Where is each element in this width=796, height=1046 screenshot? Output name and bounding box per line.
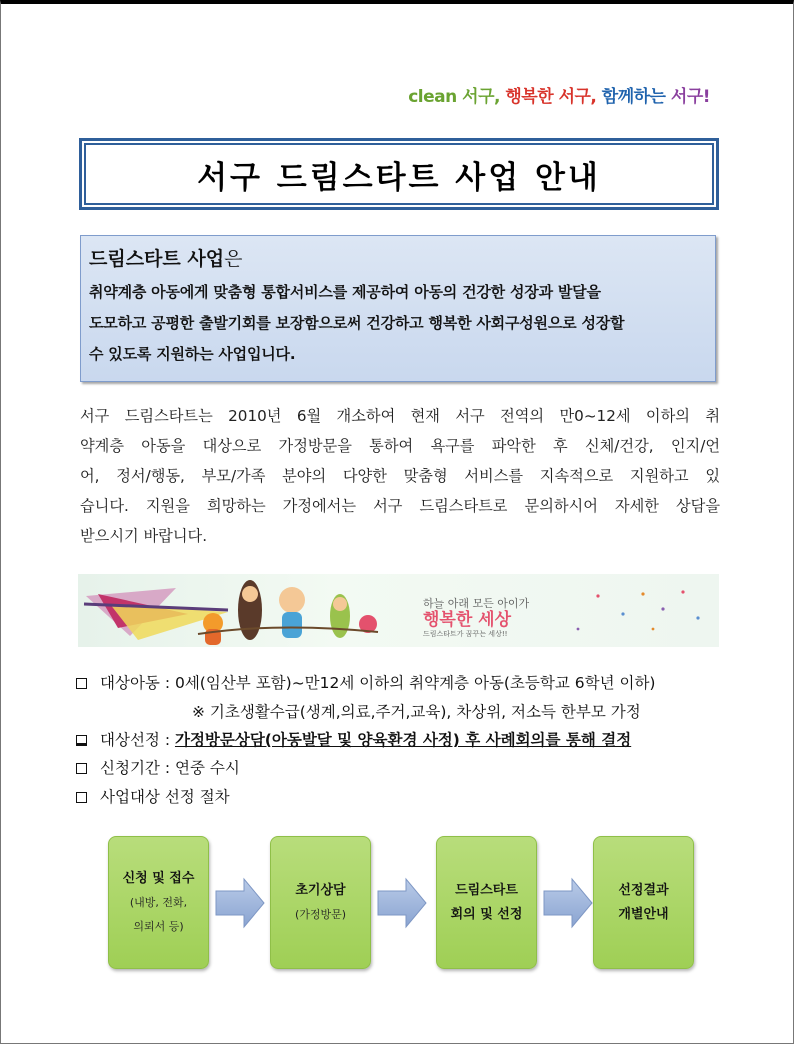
- step-title: 선정결과: [618, 882, 669, 898]
- list-item-period: [76, 756, 240, 778]
- checkbox-square-icon: [76, 763, 87, 774]
- step-title: 초기상담: [295, 882, 346, 898]
- child-figure-3-body: [282, 612, 302, 638]
- banner: [78, 574, 719, 647]
- title-box: [79, 138, 719, 210]
- step-sub: (가정방문): [294, 907, 347, 921]
- banner-line-1: 하늘 아래 모든 아이가: [423, 597, 530, 610]
- star-icon: [661, 607, 664, 610]
- slogan: [408, 82, 710, 107]
- banner-illustration: [78, 574, 719, 647]
- banner-line-3: 드림스타트가 꿈꾸는 세상!!: [423, 630, 508, 638]
- body-paragraph: [80, 401, 720, 551]
- step-title-2: 회의 및 선정: [450, 906, 523, 922]
- step-box-1: [108, 836, 209, 969]
- selection-label: 대상선정 :: [100, 731, 175, 749]
- step-box-4: [593, 836, 694, 969]
- checkbox-square-icon: [76, 792, 87, 803]
- slogan-part-3: 함께하는: [596, 87, 666, 107]
- target-label: 대상아동 :: [100, 674, 175, 692]
- arrow-right-icon: [542, 877, 594, 929]
- step-box-3: [436, 836, 537, 969]
- step-title: 신청 및 접수: [122, 870, 195, 886]
- step-title: 드림스타트: [455, 882, 518, 898]
- procedure-flow: [108, 836, 698, 972]
- selection-value: 가정방문상담(아동발달 및 양육환경 사정) 후 사례회의를 통해 결정: [174, 731, 632, 749]
- star-icon: [696, 616, 699, 619]
- body-line: 받으시기 바랍니다.: [80, 527, 208, 545]
- body-line: 어, 정서/행동, 부모/가족 분야의 다양한 맞춤형 서비스를 지속적으로 지원하고 있: [80, 467, 720, 485]
- arrow-right-icon: [376, 877, 428, 929]
- period-label: 신청기간 :: [100, 759, 175, 777]
- slogan-part-2: 행복한 서구,: [499, 87, 597, 107]
- step-sub: 의뢰서 등): [133, 919, 184, 933]
- checkbox-square-icon: [76, 735, 87, 746]
- period-value: 연중 수시: [174, 759, 240, 777]
- banner-text: [423, 595, 529, 639]
- slogan-part-4: 서구!: [665, 87, 710, 107]
- step-title-2: 개별안내: [618, 906, 669, 922]
- child-figure-4-face: [333, 597, 347, 611]
- arrow-right-icon: [214, 877, 266, 929]
- star-icon: [621, 612, 624, 615]
- star-icon: [577, 628, 580, 631]
- star-icon: [652, 628, 655, 631]
- page-title: 서구 드림스타트 사업 안내: [197, 159, 601, 196]
- list-item-procedure: [76, 785, 230, 807]
- body-line: 서구 드림스타트는 2010년 6월 개소하여 현재 서구 전역의 만0~12세 이하의 취: [80, 407, 720, 425]
- step-sub: (내방, 전화,: [129, 895, 188, 909]
- target-value: 0세(임산부 포함)~만12세 이하의 취약계층 아동(초등학교 6학년 이하): [174, 674, 656, 692]
- list-item-target-note: [192, 700, 641, 722]
- child-figure-2-face: [242, 586, 258, 602]
- intro-line: 취약계층 아동에게 맞춤형 통합서비스를 제공하여 아동의 건강한 성장과 발달을: [89, 283, 601, 301]
- star-icon: [641, 592, 644, 595]
- checkbox-square-icon: [76, 678, 87, 689]
- intro-line: 도모하고 공평한 출발기회를 보장함으로써 건강하고 행복한 사회구성원으로 성장할: [89, 314, 625, 332]
- child-figure-3: [279, 587, 305, 613]
- banner-line-2: 행복한 세상: [423, 610, 512, 630]
- moon-icon: [549, 604, 566, 627]
- body-line: 약계층 아동을 대상으로 가정방문을 통하여 욕구를 파악한 후 신체/건강, 인지/언: [80, 437, 720, 455]
- list-item-target: [76, 671, 655, 693]
- intro-line: 수 있도록 지원하는 사업입니다.: [89, 345, 296, 363]
- step-box-2: [270, 836, 371, 969]
- intro-heading: [89, 244, 707, 271]
- star-icon: [681, 590, 684, 593]
- procedure-label: 사업대상 선정 절차: [100, 788, 230, 806]
- intro-heading-bold: 드림스타트 사업: [89, 248, 225, 270]
- list-item-selection: [76, 728, 631, 750]
- intro-heading-suffix: 은: [224, 248, 243, 270]
- intro-box: [80, 235, 716, 382]
- slogan-part-1: clean 서구,: [408, 87, 500, 107]
- star-icon: [596, 594, 599, 597]
- target-note: ※ 기초생활수급(생계,의료,주거,교육), 차상위, 저소득 한부모 가정: [192, 703, 641, 721]
- body-line: 습니다. 지원을 희망하는 가정에서는 서구 드림스타트로 문의하시어 자세한 상담을: [80, 497, 720, 515]
